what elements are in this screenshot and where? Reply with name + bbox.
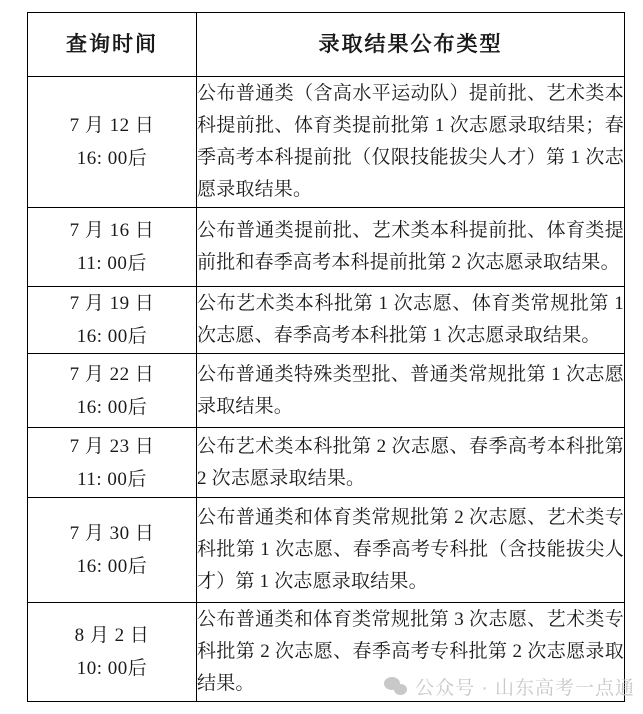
cell-query-time	[28, 498, 197, 603]
cell-result-type: 公布普通类和体育类常规批第 3 次志愿、艺术类专科批第 2 次志愿、春季高考专科批第 2 次志愿录取结果。	[197, 603, 625, 702]
table-body	[28, 77, 625, 702]
table-row	[28, 77, 625, 208]
cell-result-type: 公布普通类提前批、艺术类本科提前批、体育类提前批和春季高考本科提前批第 2 次志愿录取结果。	[197, 208, 625, 287]
column-header-result-type	[197, 13, 625, 77]
table-row	[28, 208, 625, 287]
cell-query-time	[28, 77, 197, 208]
cell-query-time	[28, 354, 197, 428]
table-header-row	[28, 13, 625, 77]
table-row	[28, 603, 625, 702]
query-time-date: 7 月 23 日	[69, 435, 155, 457]
query-time-date: 7 月 30 日	[69, 523, 155, 544]
query-time-clock: 16: 00后	[76, 326, 148, 347]
query-time-date: 8 月 2 日	[74, 625, 150, 646]
cell-result-type: 公布艺术类本科批第 1 次志愿、体育类常规批第 1 次志愿、春季高考本科批第 1 次志愿录取结果。	[197, 287, 625, 354]
query-time-clock: 16: 00后	[76, 396, 148, 418]
table-row	[28, 354, 625, 428]
query-time-date: 7 月 22 日	[69, 363, 155, 385]
query-time-date: 7 月 16 日	[69, 220, 155, 241]
cell-query-time	[28, 603, 197, 702]
cell-query-time	[28, 287, 197, 354]
table-row	[28, 498, 625, 603]
table-row	[28, 428, 625, 498]
query-time-clock: 11: 00后	[77, 468, 147, 490]
cell-result-type: 公布艺术类本科批第 2 次志愿、春季高考本科批第 2 次志愿录取结果。	[197, 428, 625, 498]
query-time-clock: 16: 00后	[76, 556, 148, 577]
query-time-clock: 16: 00后	[76, 148, 148, 169]
cell-result-type: 公布普通类（含高水平运动队）提前批、艺术类本科提前批、体育类提前批第 1 次志愿录取结果；春季高考本科提前批（仅限技能拔尖人才）第 1 次志愿录取结果。	[197, 77, 625, 208]
query-time-clock: 11: 00后	[77, 253, 147, 274]
cell-result-type: 公布普通类和体育类常规批第 2 次志愿、艺术类专科批第 1 次志愿、春季高考专科批（含技能拔尖人才）第 1 次志愿录取结果。	[197, 498, 625, 603]
recruitment-schedule-table	[27, 12, 625, 702]
query-time-clock: 10: 00后	[76, 658, 148, 679]
table-row	[28, 287, 625, 354]
column-header-result-type-label: 录取结果公布类型	[318, 31, 503, 56]
query-time-date: 7 月 12 日	[69, 115, 155, 136]
cell-query-time	[28, 208, 197, 287]
column-header-query-time	[28, 13, 197, 77]
cell-result-type: 公布普通类特殊类型批、普通类常规批第 1 次志愿录取结果。	[197, 354, 625, 428]
watermark-label: 公众号 · 山东高考一点通	[415, 678, 635, 699]
column-header-query-time-label: 查询时间	[66, 31, 158, 56]
cell-query-time	[28, 428, 197, 498]
query-time-date: 7 月 19 日	[69, 293, 155, 314]
